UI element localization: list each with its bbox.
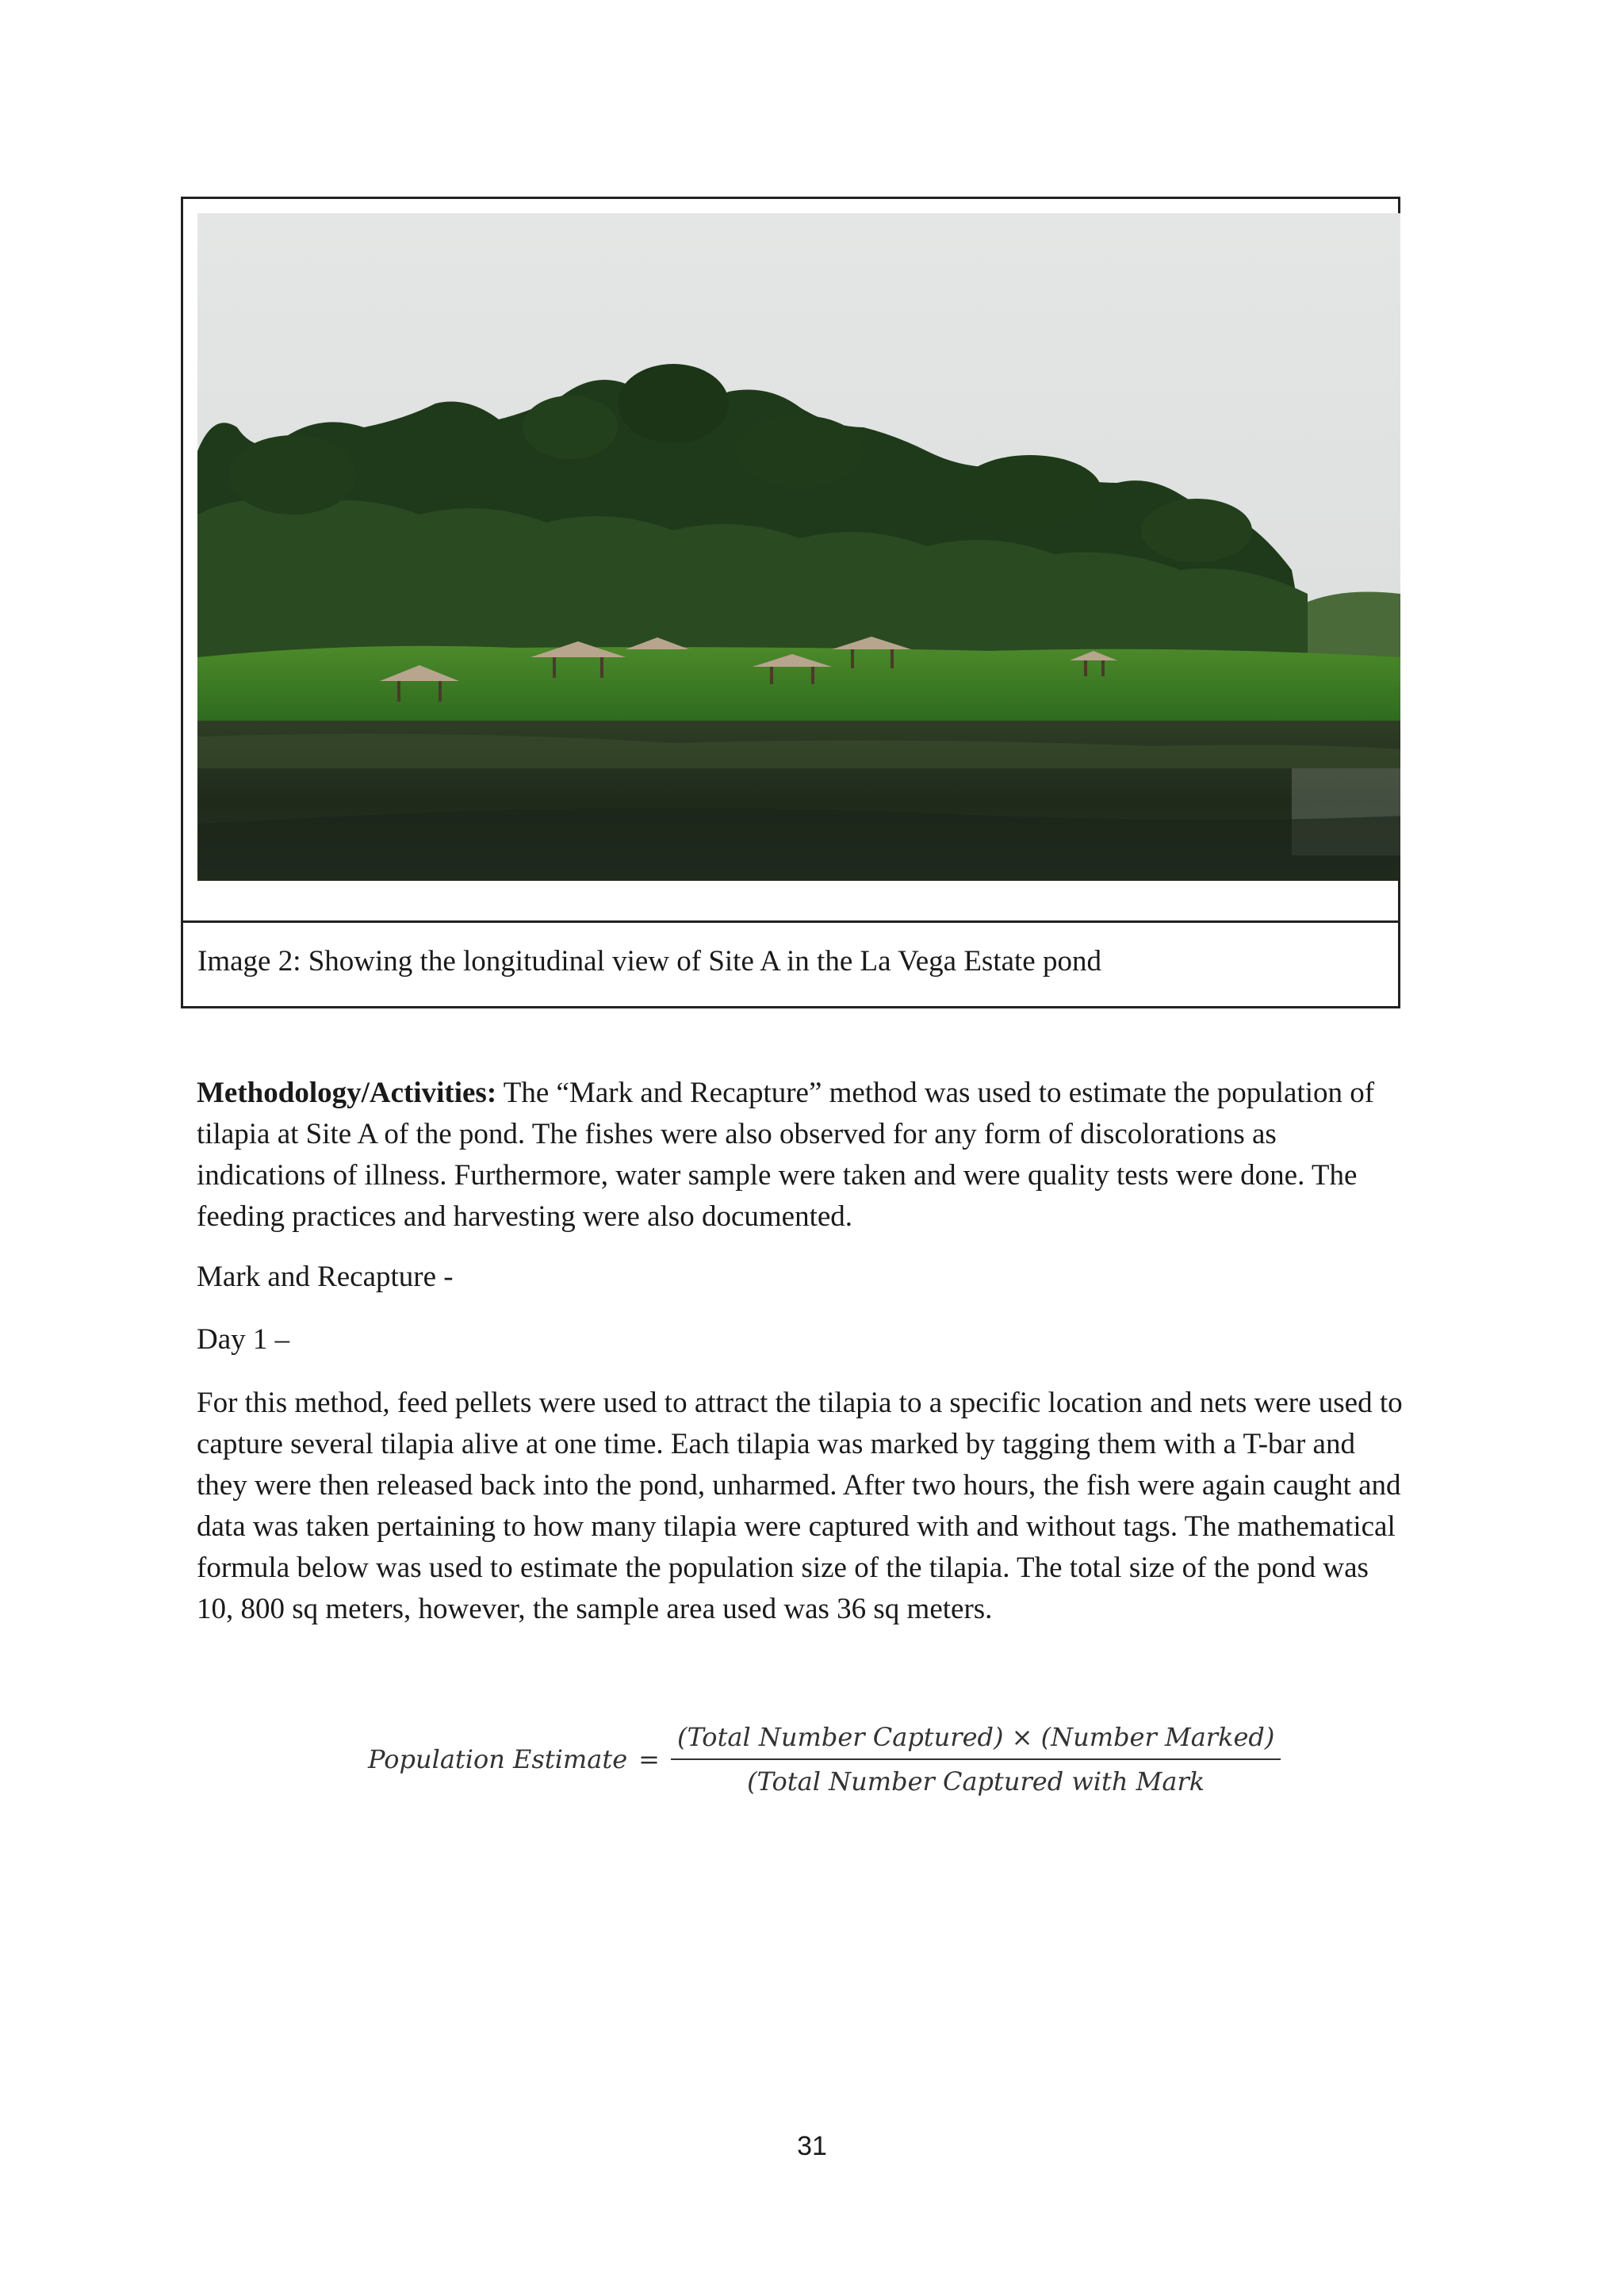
formula-fraction xyxy=(671,1722,1281,1797)
pond-photo xyxy=(197,213,1400,881)
method-paragraph: For this method, feed pellets were used to attract the tilapia to a specific location and nets were used to capture several tilapia alive at one time. Each tilapia was marked by tagging them with a T-bar and they were then released back into the pond, unharmed. After two hours, the fish were again caught and data was taken pertaining to how many tilapia were captured with and without tags. The mathematical formula below was used to estimate the population size of the tilapia. The total size of the pond was 10, 800 sq meters, however, the sample area used was 36 sq meters. xyxy=(197,1387,1403,1625)
population-formula xyxy=(368,1722,1281,1797)
day-heading: Day 1 – xyxy=(197,1323,290,1356)
pond-landscape-image xyxy=(197,213,1400,881)
caption-divider xyxy=(183,920,1398,923)
page-number: 31 xyxy=(797,2131,827,2161)
formula-equals: = xyxy=(638,1744,660,1774)
formula-denominator: (Total Number Captured with Mark xyxy=(747,1766,1205,1797)
figure-caption: Image 2: Showing the longitudinal view of Site A in the La Vega Estate pond xyxy=(197,945,1101,978)
methodology-text: The “Mark and Recapture” method was used to estimate the population of tilapia at Site A of the pond. The fishes were also observed for any form of discolorations as indications of illness. Furthermore, water sample were taken and were quality tests were done. The feeding practices and harvesting were also documented. xyxy=(197,1077,1375,1233)
formula-lhs: Population Estimate xyxy=(368,1744,628,1774)
methodology-paragraph xyxy=(197,1073,1405,1238)
formula-numerator: (Total Number Captured) × (Number Marked) xyxy=(671,1722,1281,1760)
methodology-label: Methodology/Activities: xyxy=(197,1077,497,1109)
figure-frame xyxy=(181,197,1400,1008)
mark-recapture-heading: Mark and Recapture - xyxy=(197,1261,454,1293)
